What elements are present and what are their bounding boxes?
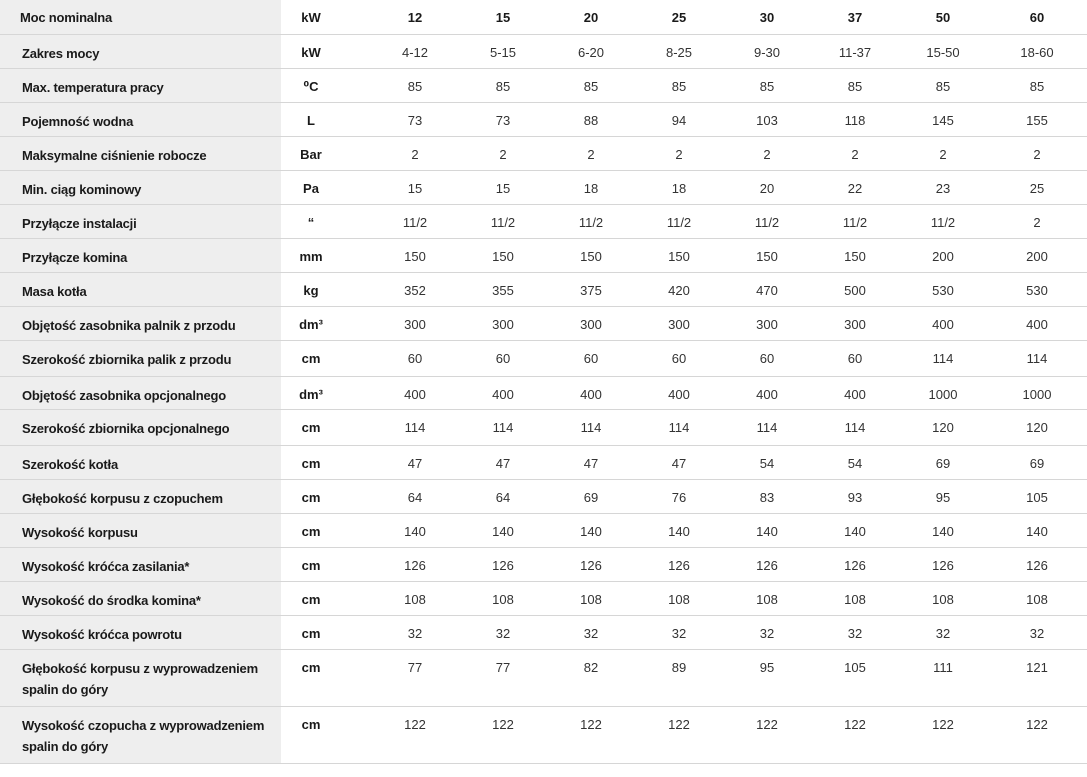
value-cell: 1000 — [899, 376, 987, 409]
value-cell: 108 — [987, 581, 1087, 615]
value-cell: 60 — [723, 340, 811, 376]
value-cell: 375 — [547, 272, 635, 306]
table-row — [0, 409, 1087, 445]
power-column-header: 60 — [987, 0, 1087, 34]
value-cell: 85 — [899, 68, 987, 102]
table-row — [0, 706, 1087, 763]
value-cell: 47 — [371, 445, 459, 479]
value-cell: 126 — [899, 547, 987, 581]
value-cell: 4-12 — [371, 34, 459, 68]
value-cell: 122 — [459, 706, 547, 763]
value-cell: 47 — [547, 445, 635, 479]
value-cell: 122 — [811, 706, 899, 763]
parameter-unit: cm — [281, 547, 371, 581]
parameter-name: Min. ciąg kominowy — [0, 170, 281, 204]
value-cell: 69 — [899, 445, 987, 479]
value-cell: 2 — [547, 136, 635, 170]
value-cell: 60 — [547, 340, 635, 376]
table-row — [0, 34, 1087, 68]
parameter-name: Przyłącze komina — [0, 238, 281, 272]
value-cell: 120 — [987, 409, 1087, 445]
value-cell: 150 — [459, 238, 547, 272]
value-cell: 32 — [547, 615, 635, 649]
value-cell: 155 — [987, 102, 1087, 136]
value-cell: 85 — [635, 68, 723, 102]
parameter-name: Objętość zasobnika opcjonalnego — [0, 376, 281, 409]
value-cell: 122 — [723, 706, 811, 763]
header-row — [0, 0, 1087, 34]
value-cell: 11/2 — [811, 204, 899, 238]
parameter-name: Wysokość króćca powrotu — [0, 615, 281, 649]
value-cell: 400 — [723, 376, 811, 409]
value-cell: 103 — [723, 102, 811, 136]
value-cell: 85 — [811, 68, 899, 102]
value-cell: 126 — [723, 547, 811, 581]
value-cell: 95 — [723, 649, 811, 706]
value-cell: 105 — [811, 649, 899, 706]
value-cell: 69 — [547, 479, 635, 513]
parameter-name: Szerokość kotła — [0, 445, 281, 479]
value-cell: 18 — [547, 170, 635, 204]
value-cell: 60 — [371, 340, 459, 376]
value-cell: 60 — [635, 340, 723, 376]
value-cell: 140 — [987, 513, 1087, 547]
value-cell: 140 — [547, 513, 635, 547]
value-cell: 32 — [987, 615, 1087, 649]
value-cell: 47 — [635, 445, 723, 479]
value-cell: 530 — [987, 272, 1087, 306]
value-cell: 108 — [635, 581, 723, 615]
power-column-header: 20 — [547, 0, 635, 34]
power-column-header: 12 — [371, 0, 459, 34]
value-cell: 400 — [987, 306, 1087, 340]
parameter-name: Wysokość korpusu — [0, 513, 281, 547]
value-cell: 5-15 — [459, 34, 547, 68]
value-cell: 18 — [635, 170, 723, 204]
table-row — [0, 170, 1087, 204]
parameter-unit: L — [281, 102, 371, 136]
value-cell: 108 — [723, 581, 811, 615]
value-cell: 22 — [811, 170, 899, 204]
parameter-name: Maksymalne ciśnienie robocze — [0, 136, 281, 170]
value-cell: 15 — [371, 170, 459, 204]
value-cell: 150 — [635, 238, 723, 272]
value-cell: 32 — [811, 615, 899, 649]
value-cell: 2 — [635, 136, 723, 170]
value-cell: 2 — [459, 136, 547, 170]
value-cell: 11/2 — [547, 204, 635, 238]
parameter-unit: kW — [281, 0, 371, 34]
value-cell: 126 — [811, 547, 899, 581]
value-cell: 32 — [723, 615, 811, 649]
value-cell: 122 — [987, 706, 1087, 763]
value-cell: 122 — [899, 706, 987, 763]
value-cell: 2 — [811, 136, 899, 170]
value-cell: 73 — [371, 102, 459, 136]
parameter-unit: cm — [281, 649, 371, 706]
value-cell: 126 — [987, 547, 1087, 581]
value-cell: 2 — [987, 136, 1087, 170]
value-cell: 140 — [371, 513, 459, 547]
value-cell: 140 — [723, 513, 811, 547]
value-cell: 85 — [459, 68, 547, 102]
value-cell: 77 — [371, 649, 459, 706]
value-cell: 150 — [723, 238, 811, 272]
value-cell: 23 — [899, 170, 987, 204]
parameter-unit: cm — [281, 706, 371, 763]
value-cell: 25 — [987, 170, 1087, 204]
value-cell: 400 — [899, 306, 987, 340]
value-cell: 54 — [723, 445, 811, 479]
value-cell: 18-60 — [987, 34, 1087, 68]
value-cell: 6-20 — [547, 34, 635, 68]
value-cell: 114 — [459, 409, 547, 445]
value-cell: 76 — [635, 479, 723, 513]
value-cell: 114 — [987, 340, 1087, 376]
table-row — [0, 102, 1087, 136]
table-row — [0, 306, 1087, 340]
power-column-header: 15 — [459, 0, 547, 34]
parameter-name: Szerokość zbiornika palik z przodu — [0, 340, 281, 376]
value-cell: 85 — [547, 68, 635, 102]
power-column-header: 37 — [811, 0, 899, 34]
table-row — [0, 513, 1087, 547]
value-cell: 150 — [547, 238, 635, 272]
value-cell: 122 — [547, 706, 635, 763]
value-cell: 60 — [811, 340, 899, 376]
value-cell: 32 — [899, 615, 987, 649]
parameter-name: Przyłącze instalacji — [0, 204, 281, 238]
value-cell: 400 — [547, 376, 635, 409]
parameter-name: Wysokość do środka komina* — [0, 581, 281, 615]
parameter-name: Masa kotła — [0, 272, 281, 306]
value-cell: 200 — [987, 238, 1087, 272]
value-cell: 120 — [899, 409, 987, 445]
parameter-unit: cm — [281, 409, 371, 445]
value-cell: 32 — [371, 615, 459, 649]
value-cell: 89 — [635, 649, 723, 706]
value-cell: 108 — [811, 581, 899, 615]
value-cell: 200 — [899, 238, 987, 272]
value-cell: 82 — [547, 649, 635, 706]
value-cell: 300 — [723, 306, 811, 340]
value-cell: 85 — [371, 68, 459, 102]
value-cell: 11/2 — [635, 204, 723, 238]
table-row — [0, 340, 1087, 376]
value-cell: 32 — [459, 615, 547, 649]
parameter-name: Objętość zasobnika palnik z przodu — [0, 306, 281, 340]
value-cell: 400 — [371, 376, 459, 409]
value-cell: 145 — [899, 102, 987, 136]
value-cell: 150 — [811, 238, 899, 272]
value-cell: 122 — [371, 706, 459, 763]
parameter-unit: cm — [281, 340, 371, 376]
table-row — [0, 136, 1087, 170]
value-cell: 126 — [371, 547, 459, 581]
value-cell: 114 — [811, 409, 899, 445]
value-cell: 121 — [987, 649, 1087, 706]
value-cell: 11/2 — [371, 204, 459, 238]
value-cell: 85 — [987, 68, 1087, 102]
power-column-header: 50 — [899, 0, 987, 34]
value-cell: 64 — [459, 479, 547, 513]
value-cell: 60 — [459, 340, 547, 376]
parameter-unit: kg — [281, 272, 371, 306]
value-cell: 9-30 — [723, 34, 811, 68]
parameter-unit: cm — [281, 513, 371, 547]
value-cell: 105 — [987, 479, 1087, 513]
value-cell: 140 — [811, 513, 899, 547]
value-cell: 114 — [723, 409, 811, 445]
value-cell: 140 — [635, 513, 723, 547]
value-cell: 15-50 — [899, 34, 987, 68]
table-row — [0, 376, 1087, 409]
parameter-unit: cm — [281, 479, 371, 513]
value-cell: 15 — [459, 170, 547, 204]
value-cell: 400 — [635, 376, 723, 409]
parameter-name: Zakres mocy — [0, 34, 281, 68]
parameter-name: Szerokość zbiornika opcjonalnego — [0, 409, 281, 445]
value-cell: 355 — [459, 272, 547, 306]
value-cell: 95 — [899, 479, 987, 513]
value-cell: 400 — [459, 376, 547, 409]
value-cell: 300 — [547, 306, 635, 340]
parameter-unit: Pa — [281, 170, 371, 204]
value-cell: 2 — [987, 204, 1087, 238]
parameter-unit: cm — [281, 445, 371, 479]
parameter-unit: mm — [281, 238, 371, 272]
parameter-unit: dm³ — [281, 376, 371, 409]
value-cell: 69 — [987, 445, 1087, 479]
table-row — [0, 272, 1087, 306]
value-cell: 114 — [635, 409, 723, 445]
value-cell: 300 — [635, 306, 723, 340]
value-cell: 94 — [635, 102, 723, 136]
value-cell: 114 — [547, 409, 635, 445]
value-cell: 114 — [899, 340, 987, 376]
value-cell: 8-25 — [635, 34, 723, 68]
value-cell: 114 — [371, 409, 459, 445]
parameter-unit: ⁰C — [281, 68, 371, 102]
value-cell: 108 — [371, 581, 459, 615]
value-cell: 300 — [459, 306, 547, 340]
parameter-unit: cm — [281, 615, 371, 649]
value-cell: 20 — [723, 170, 811, 204]
value-cell: 400 — [811, 376, 899, 409]
value-cell: 88 — [547, 102, 635, 136]
parameter-unit: cm — [281, 581, 371, 615]
value-cell: 140 — [459, 513, 547, 547]
parameter-unit: “ — [281, 204, 371, 238]
parameter-unit: dm³ — [281, 306, 371, 340]
value-cell: 122 — [635, 706, 723, 763]
parameter-unit: kW — [281, 34, 371, 68]
value-cell: 2 — [899, 136, 987, 170]
value-cell: 64 — [371, 479, 459, 513]
table-row — [0, 479, 1087, 513]
value-cell: 1000 — [987, 376, 1087, 409]
value-cell: 83 — [723, 479, 811, 513]
value-cell: 77 — [459, 649, 547, 706]
table-row — [0, 204, 1087, 238]
parameter-name: Głębokość korpusu z wyprowadzeniem spalin do góry — [0, 649, 281, 706]
parameter-name: Pojemność wodna — [0, 102, 281, 136]
table-row — [0, 445, 1087, 479]
table-row — [0, 615, 1087, 649]
parameter-name: Wysokość czopucha z wyprowadzeniem spalin do góry — [0, 706, 281, 763]
power-column-header: 30 — [723, 0, 811, 34]
value-cell: 126 — [547, 547, 635, 581]
value-cell: 11/2 — [899, 204, 987, 238]
value-cell: 85 — [723, 68, 811, 102]
value-cell: 108 — [459, 581, 547, 615]
value-cell: 32 — [635, 615, 723, 649]
value-cell: 140 — [899, 513, 987, 547]
value-cell: 108 — [899, 581, 987, 615]
value-cell: 530 — [899, 272, 987, 306]
parameter-name: Max. temperatura pracy — [0, 68, 281, 102]
value-cell: 11/2 — [723, 204, 811, 238]
value-cell: 2 — [371, 136, 459, 170]
value-cell: 126 — [635, 547, 723, 581]
table-row — [0, 581, 1087, 615]
parameter-name: Moc nominalna — [0, 0, 281, 34]
value-cell: 470 — [723, 272, 811, 306]
table-row — [0, 238, 1087, 272]
value-cell: 500 — [811, 272, 899, 306]
value-cell: 420 — [635, 272, 723, 306]
table-row — [0, 547, 1087, 581]
value-cell: 47 — [459, 445, 547, 479]
table-row — [0, 649, 1087, 706]
parameter-name: Głębokość korpusu z czopuchem — [0, 479, 281, 513]
parameter-unit: Bar — [281, 136, 371, 170]
power-column-header: 25 — [635, 0, 723, 34]
value-cell: 150 — [371, 238, 459, 272]
value-cell: 93 — [811, 479, 899, 513]
value-cell: 108 — [547, 581, 635, 615]
value-cell: 54 — [811, 445, 899, 479]
value-cell: 111 — [899, 649, 987, 706]
value-cell: 126 — [459, 547, 547, 581]
value-cell: 300 — [371, 306, 459, 340]
value-cell: 118 — [811, 102, 899, 136]
value-cell: 352 — [371, 272, 459, 306]
parameter-name: Wysokość króćca zasilania* — [0, 547, 281, 581]
value-cell: 11/2 — [459, 204, 547, 238]
value-cell: 73 — [459, 102, 547, 136]
value-cell: 2 — [723, 136, 811, 170]
value-cell: 300 — [811, 306, 899, 340]
table-row — [0, 68, 1087, 102]
value-cell: 11-37 — [811, 34, 899, 68]
